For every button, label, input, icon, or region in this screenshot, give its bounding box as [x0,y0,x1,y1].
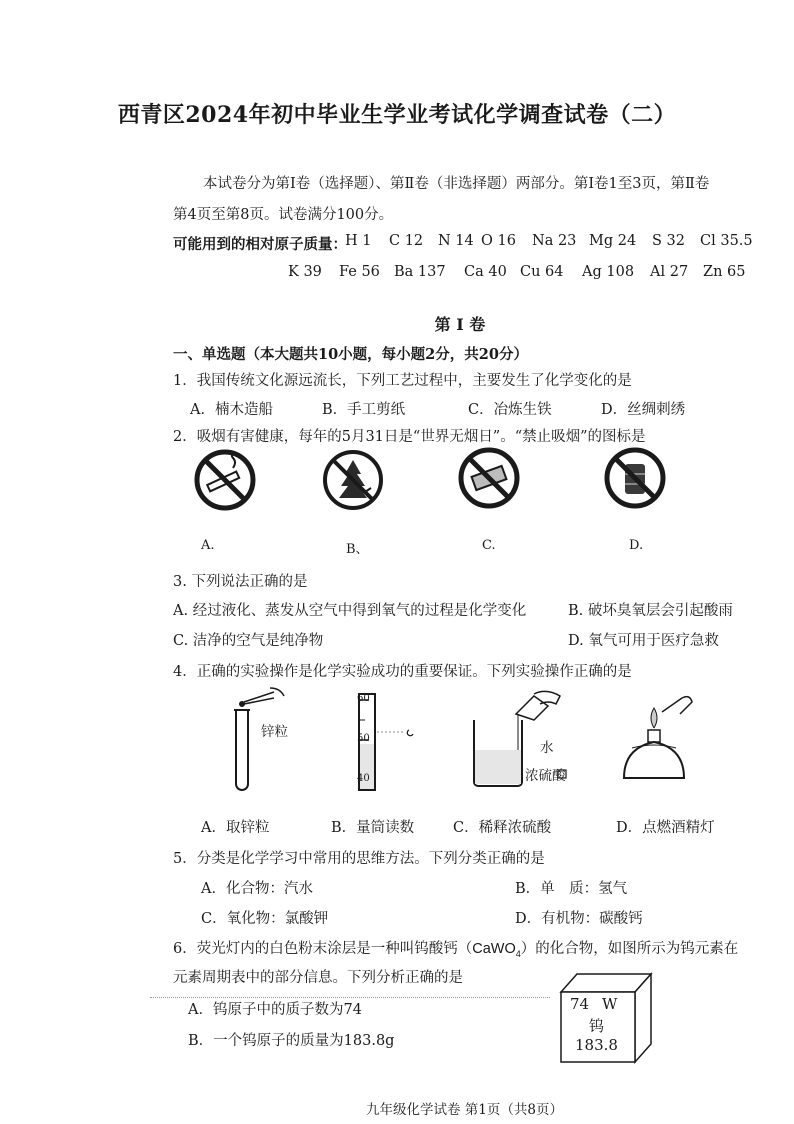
q1-option-d: D．丝绸刺绣 [601,402,686,418]
atomic-mass-item: O 16 [481,233,516,249]
q3-option-c: C. 洁净的空气是纯净物 [173,633,324,649]
atomic-mass-item: Fe 56 [339,264,380,280]
q2-label-c: C. [482,538,496,553]
part-heading: 一、单选题（本大题共10小题，每小题2分，共20分） [173,346,528,363]
q2-label-a: A. [201,538,215,553]
q3-option-d: D. 氧气可用于医疗急救 [568,633,719,649]
q6-stem-post: ）的化合物，如图所示为钨元素在 [520,941,739,957]
atomic-mass-item: Ca 40 [464,264,507,280]
formula-subscript: 4 [515,948,521,959]
test-tube-zinc-figure [222,686,292,798]
atomic-mass-item: Na 23 [532,233,577,249]
intro-line-1: 本试卷分为第Ⅰ卷（选择题）、第Ⅱ卷（非选择题）两部分。第Ⅰ卷1至3页，第Ⅱ卷 [203,176,710,192]
atomic-mass-item: S 32 [652,233,685,249]
q5-option-c: C．氧化物：氯酸钾 [201,911,329,927]
question-1-stem: 1．我国传统文化源远流长，下列工艺过程中，主要发生了化学变化的是 [173,373,632,389]
cylinder-tick-50: 50 [357,733,370,744]
atomic-mass-item: C 12 [389,233,424,249]
q4-option-b: B．量筒读数 [331,820,415,836]
question-3-stem: 3. 下列说法正确的是 [173,574,308,590]
atomic-mass-item: Al 27 [650,264,689,280]
q1-option-b: B．手工剪纸 [322,402,406,418]
atomic-mass-item: Zn 65 [703,264,746,280]
chemical-formula [472,941,521,957]
no-explosive-sign-icon [603,446,667,510]
water-label: 水 [540,740,554,756]
element-atomic-number: 74 [570,995,590,1013]
q1-option-a: A．楠木造船 [190,402,273,418]
page-footer: 九年级化学试卷 第1页（共8页） [366,1102,563,1118]
question-2-stem: 2．吸烟有害健康，每年的5月31日是“世界无烟日”。“禁止吸烟”的图标是 [173,429,646,445]
atomic-mass-item: N 14 [438,233,474,249]
atomic-mass-item: Cu 64 [520,264,564,280]
element-mass: 183.8 [575,1036,618,1054]
no-burning-sign-icon [321,448,385,512]
atomic-mass-item: Cl 35.5 [700,233,753,249]
q4-option-d: D．点燃酒精灯 [616,820,715,836]
question-6-stem-line-2: 元素周期表中的部分信息。下列分析正确的是 [173,970,463,986]
atomic-mass-item: Ba 137 [394,264,446,280]
atomic-mass-item: H 1 [345,233,372,249]
q2-label-b: B、 [346,542,369,557]
question-4-stem: 4．正确的实验操作是化学实验成功的重要保证。下列实验操作正确的是 [173,664,632,680]
q4-option-c: C．稀释浓硫酸 [453,820,552,836]
zinc-label: 锌粒 [261,724,288,740]
q3-option-b: B. 破坏臭氧层会引起酸雨 [568,603,733,619]
element-symbol: W [602,995,618,1013]
q6-option-a: A．钨原子中的质子数为74 [188,1002,362,1018]
q5-option-d: D．有机物：碳酸钙 [515,911,643,927]
atomic-mass-item: Ag 108 [582,264,635,280]
no-smoking-sign-icon [193,448,257,512]
acid-label: 浓硫酸 [525,768,566,784]
section-title: 第 Ⅰ 卷 [434,315,486,334]
atomic-mass-item: K 39 [288,264,322,280]
element-name: 钨 [589,1017,605,1035]
q5-option-b: B．单 质：氢气 [515,881,628,897]
question-5-stem: 5．分类是化学学习中常用的思维方法。下列分类正确的是 [173,851,545,867]
q5-option-a: A．化合物：汽水 [201,881,313,897]
q2-label-d: D. [629,538,644,553]
cylinder-tick-40: 40 [357,773,370,784]
q6-stem-pre: 6．荧光灯内的白色粉末涂层是一种叫钨酸钙（ [173,941,473,957]
no-fire-sign-icon [457,446,521,510]
atomic-mass-label: 可能用到的相对原子质量： [173,236,347,253]
q4-option-a: A．取锌粒 [201,820,270,836]
q6-option-b: B．一个钨原子的质量为183.8g [188,1033,395,1049]
alcohol-lamp-figure [612,688,696,784]
intro-line-2: 第4页至第8页。试卷满分100分。 [173,207,394,223]
question-6-stem [173,937,738,959]
cylinder-tick-60: 60 [357,693,370,704]
q3-option-a: A. 经过液化、蒸发从空气中得到氧气的过程是化学变化 [173,603,527,619]
atomic-mass-item: Mg 24 [589,233,637,249]
q1-option-c: C．冶炼生铁 [468,402,552,418]
page-title: 西青区2024年初中毕业生学业考试化学调查试卷（二） [117,102,677,128]
formula-main: CaWO [472,941,516,957]
